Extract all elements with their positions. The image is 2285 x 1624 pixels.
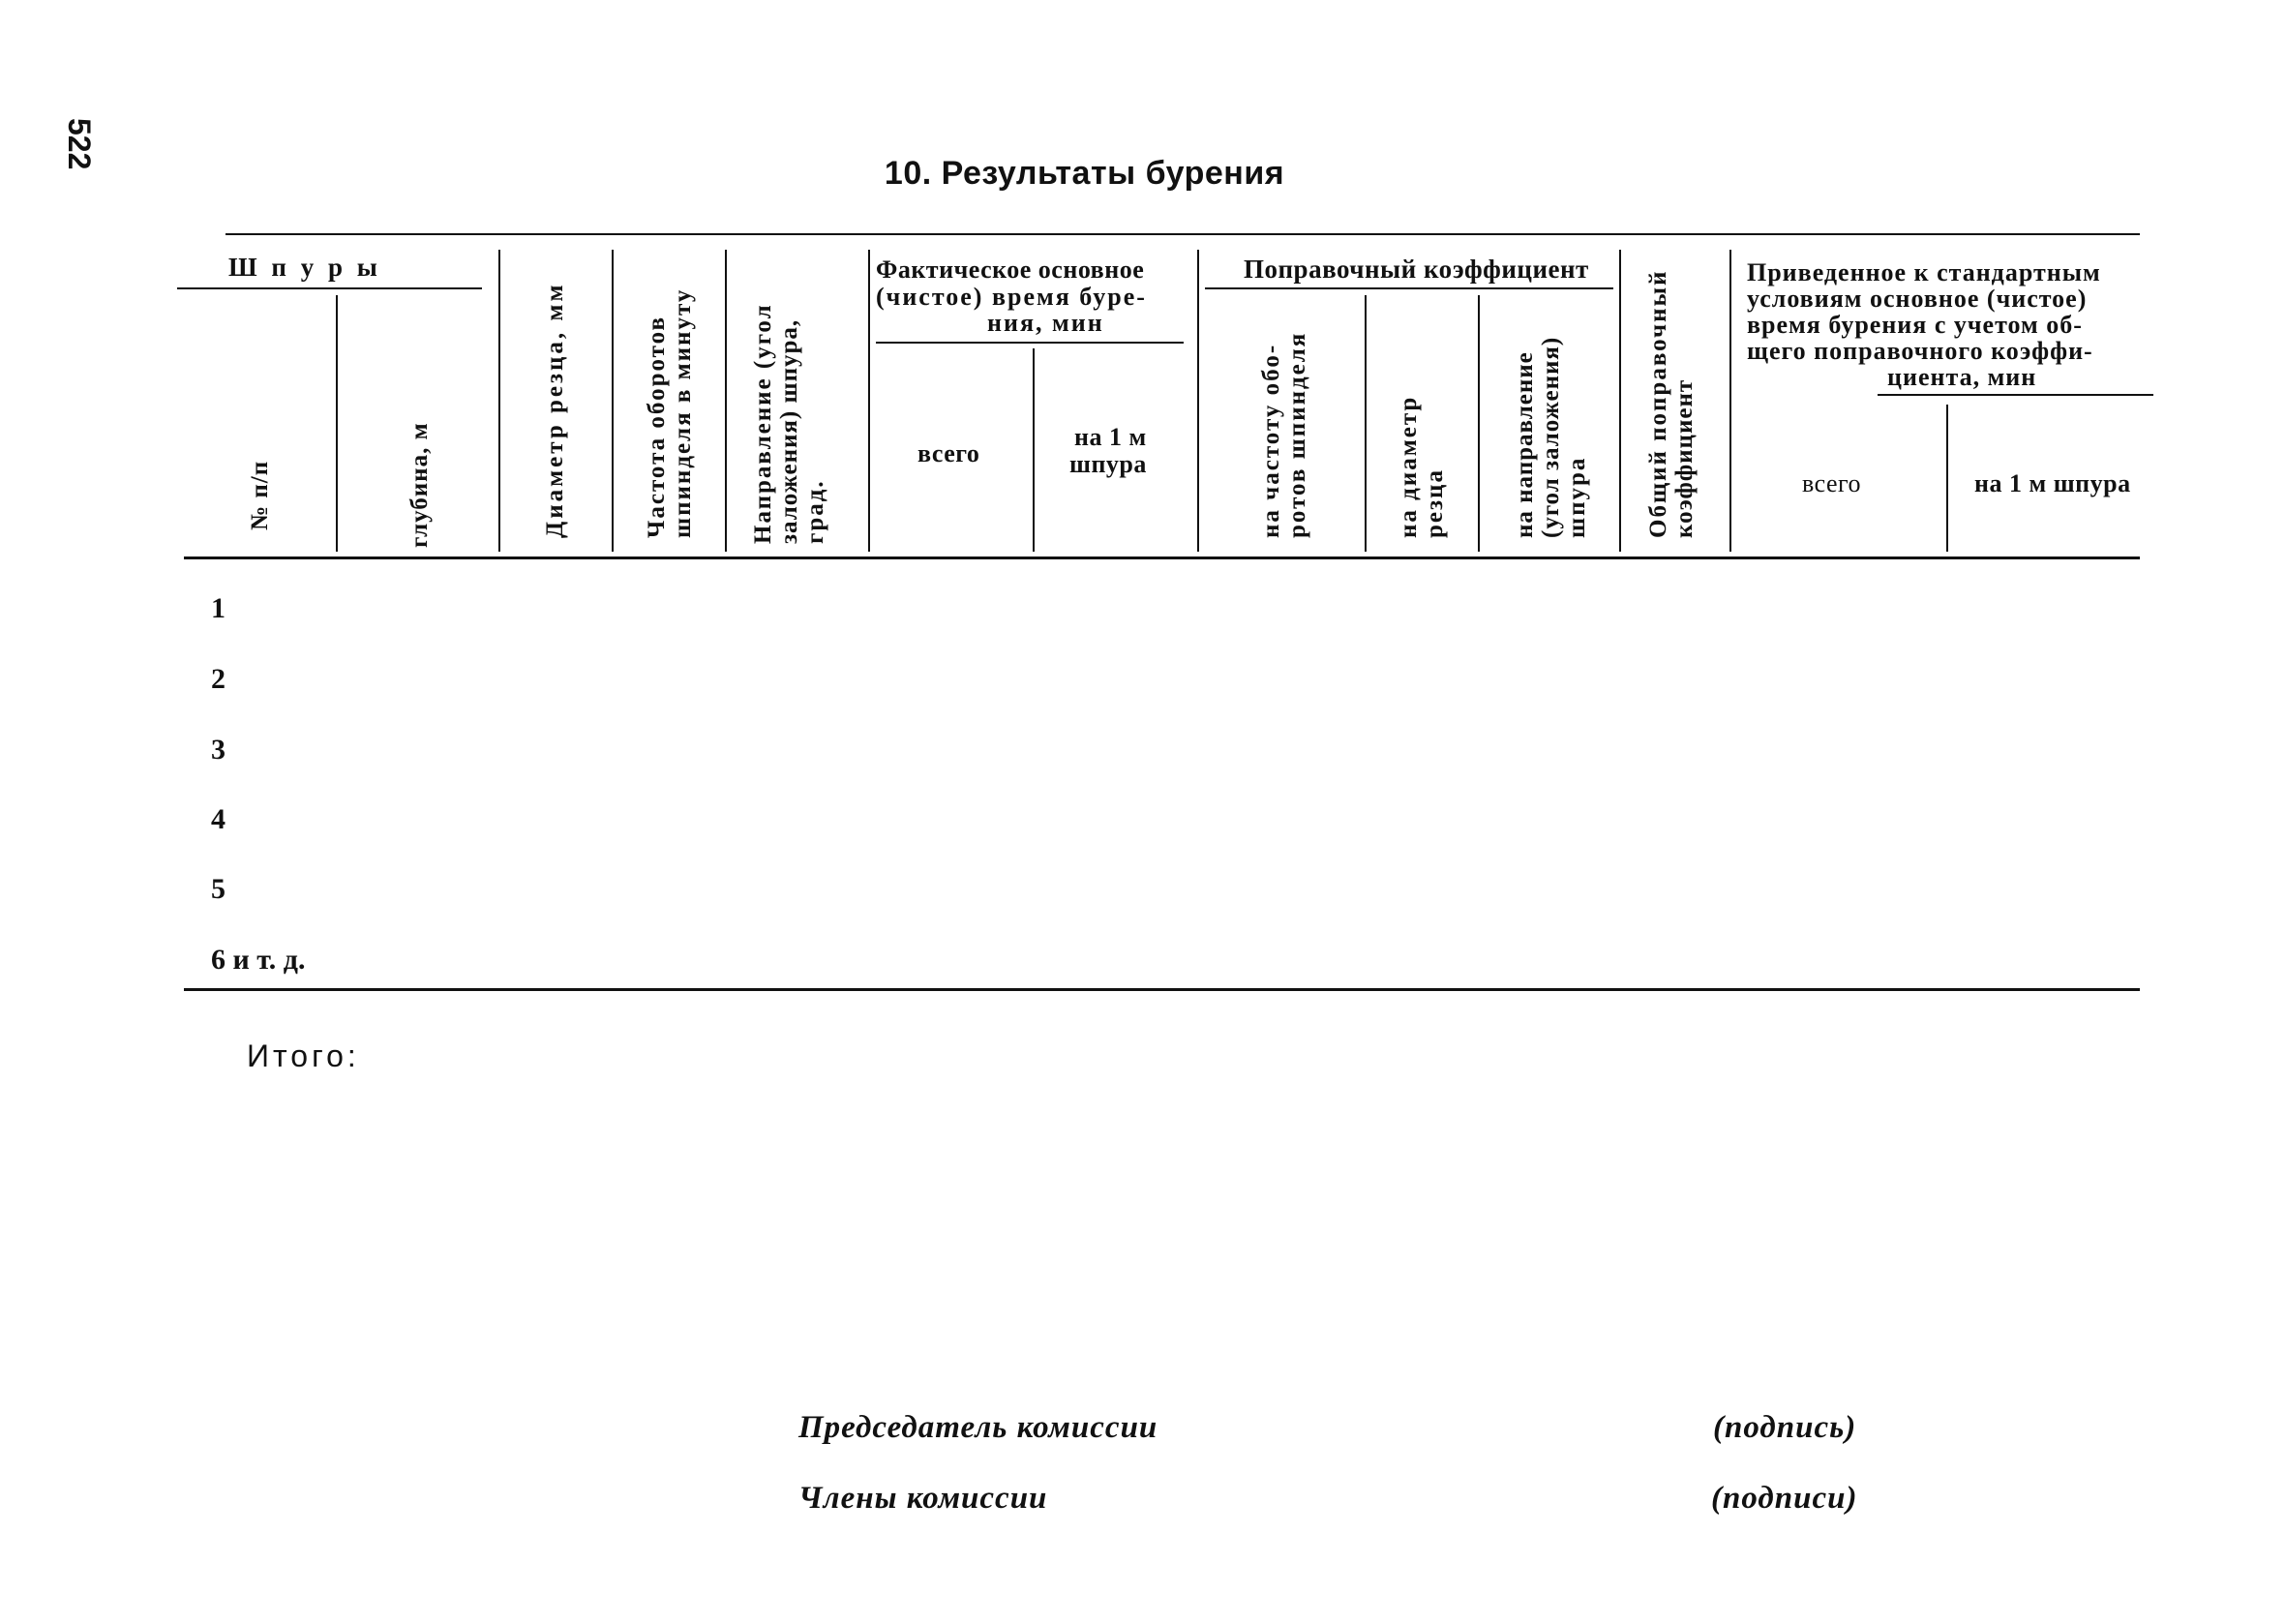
total-label: Итого: [247,1038,360,1073]
correction-direction-column-header-3: шпура [1564,456,1590,538]
header-divider [1946,405,1948,552]
actual-per-meter-column-header: на 1 м [1074,423,1147,451]
holes-group-header: Ш п у р ы [228,253,381,282]
header-divider [1365,295,1367,552]
correction-group-header: Поправочный коэффициент [1244,255,1589,284]
correction-diameter-column-header-2: резца [1422,468,1448,538]
overall-coefficient-column-header-2: коэффициент [1671,378,1698,538]
actual-total-column-header: всего [917,439,980,467]
correction-diameter-column-header: на диаметр [1396,395,1422,538]
overall-coefficient-column-header: Общий поправочный [1645,269,1671,538]
reduced-total-column-header: всего [1802,469,1862,497]
correction-direction-column-header: на направление [1512,351,1538,538]
table-bottom-rule [184,988,2140,991]
header-divider [336,295,338,552]
actual-time-group-header-2: (чистое) время буре- [876,283,1147,311]
page-title: 10. Результаты бурения [884,155,1285,192]
number-column-header: № п/п [247,460,273,530]
holes-group-rule [177,287,482,289]
header-divider [1197,250,1199,552]
reduced-per-meter-column-header: на 1 м шпура [1974,469,2131,497]
depth-column-header: глубина, м [406,422,433,548]
reduced-time-group-header-4: щего поправочного коэффи- [1747,337,2093,365]
header-divider [1619,250,1621,552]
reduced-time-group-header-3: время бурения с учетом об- [1747,311,2083,339]
table-row: 4 [211,803,225,835]
spindle-speed-column-header-2: шпинделя в минуту [670,287,696,538]
header-divider [1478,295,1480,552]
table-row: 5 [211,873,225,905]
members-signature-placeholder: (подписи) [1711,1481,1858,1516]
header-divider [1729,250,1731,552]
table-row: 3 [211,734,225,766]
direction-column-header-3: град. [802,479,828,544]
chairman-signature-placeholder: (подпись) [1713,1410,1857,1445]
table-row: 6 и т. д. [211,944,306,976]
actual-time-group-header: Фактическое основное [876,256,1145,284]
correction-group-rule [1205,287,1613,289]
actual-time-group-rule [876,342,1184,344]
page-number: 522 [62,118,97,170]
header-divider [498,250,500,552]
table-row: 2 [211,663,225,695]
cutter-diameter-column-header: Диаметр резца, мм [542,282,568,538]
direction-column-header-2: заложения) шпура, [776,318,802,544]
correction-speed-column-header: на частоту обо- [1258,343,1284,538]
correction-direction-column-header-2: (угол заложения) [1538,336,1564,538]
direction-column-header: Направление (угол [750,303,776,544]
actual-per-meter-column-header-2: шпура [1069,450,1147,478]
members-label: Члены комиссии [798,1481,1048,1516]
correction-speed-column-header-2: ротов шпинделя [1284,331,1310,538]
reduced-time-group-header-2: условиям основное (чистое) [1747,285,2088,313]
header-divider [725,250,727,552]
reduced-time-group-header-5: циента, мин [1887,363,2037,391]
reduced-group-rule [1878,394,2153,396]
actual-time-group-header-3: ния, мин [987,309,1104,337]
reduced-time-group-header: Приведенное к стандартным [1747,258,2101,286]
chairman-label: Председатель комиссии [798,1410,1158,1445]
header-divider [868,250,870,552]
spindle-speed-column-header: Частота оборотов [644,316,670,538]
header-bottom-rule [184,556,2140,559]
header-divider [612,250,614,552]
header-divider [1033,348,1035,552]
table-top-rule [225,233,2140,235]
table-row: 1 [211,592,225,624]
